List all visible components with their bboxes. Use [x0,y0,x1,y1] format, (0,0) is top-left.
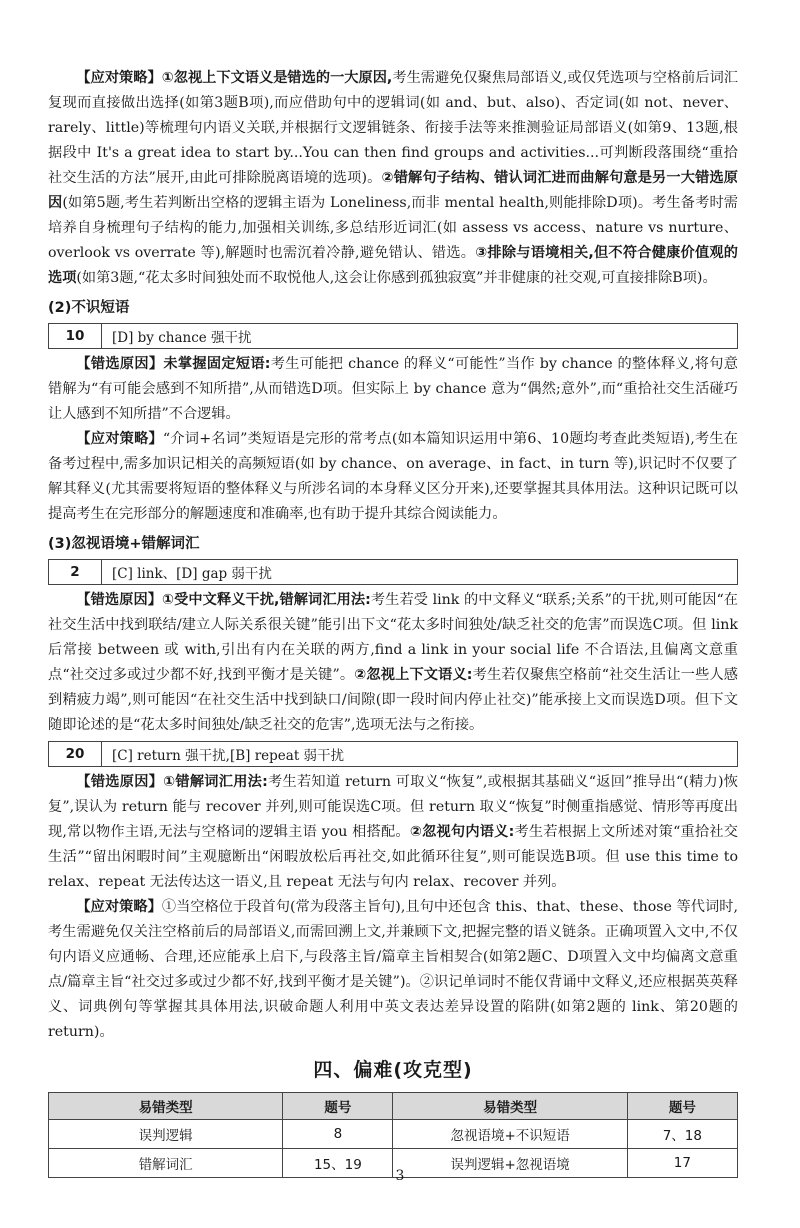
strategy-label: 【应对策略】 [76,70,162,86]
reason-text-2: 考生若仅聚焦空格前“社交生活让一些人感到精疲力竭”,则可能因“在社交生活中找到缺口/间隙(即一段时间内停止社交)”能承接上文而误选D项。但下文随即论述的是“花太多时间独处/缺乏社交的危害”,选项无法与之衔接。 [48,667,738,733]
reason-text: 考生可能把 chance 的释义“可能性”当作 by chance 的整体释义,将句意错解为“有可能会感到不知所措”,从而错选D项。但实际上 by chance 意为“偶然;意外”,而“重拾社交生活碰巧让人感到不知所措”不合逻辑。 [48,356,738,422]
page-number: 3 [395,1168,405,1184]
page-content [48,66,738,1178]
table-row [49,1120,738,1149]
table-cell: 17 [627,1149,737,1178]
question-item-10 [48,323,738,349]
reason-label: 【错选原因】 [76,356,164,372]
strategy-point-3: ③排除与语境相关,但不符合健康价值观的选项 [48,245,738,286]
reason-paragraph [48,770,738,895]
strategy-label: 【应对策略】 [76,899,162,915]
reason-point-2: ②忽视句内语义: [409,824,515,840]
strategy-label: 【应对策略】 [76,431,163,447]
strategy-point-1: ①忽视上下文语义是错选的一大原因, [161,70,393,86]
section-heading-phrases: (2)不识短语 [48,300,130,316]
table-header-row [49,1093,738,1120]
question-distractor: [C] return 强干扰,[B] repeat 弱干扰 [112,748,345,764]
reason-paragraph [48,352,738,427]
table-cell: 忽视语境+不识短语 [393,1120,627,1149]
strategy-paragraph [48,895,738,1045]
strategy-paragraph [48,427,738,527]
reason-point: 未掌握固定短语: [163,356,271,372]
question-distractor: [D] by chance 强干扰 [112,330,252,346]
table-cell: 8 [283,1120,393,1149]
table-cell: 错解词汇 [49,1149,283,1178]
column-header: 易错类型 [393,1093,627,1120]
reason-point-2: ②忽视上下文语义: [354,667,473,683]
column-header: 易错类型 [49,1093,283,1120]
reason-label: 【错选原因】 [76,774,164,790]
strategy-paragraph [48,66,738,291]
error-type-table [48,1092,738,1178]
reason-point-1: ①受中文释义干扰,错解词汇用法: [162,592,371,608]
strategy-text-1: 考生需避免仅聚焦局部语义,或仅凭选项与空格前后词汇复现而直接做出选择(如第3题B项),而应借助句中的逻辑词(如 and、but、also)、否定词(如 not、never、rarely、little)等梳理句内语义关联,并根据行文逻辑链条、衔接手法等来推测验证局部语义(如第9、13题,根据段中 It's a great idea to start by...You can then find groups and activities...可判断段落围绕“重拾社交生活的方法”展开,由此可排除脱离语境的选项)。 [48,70,738,186]
table-cell: 误判逻辑 [49,1120,283,1149]
table-cell: 误判逻辑+忽视语境 [393,1149,627,1178]
strategy-text-2: (如第5题,考生若判断出空格的逻辑主语为 Loneliness,而非 mental health,则能排除D项)。考生备考时需培养自身梳理句子结构的能力,加强相关训练,多总结形近词汇(如 assess vs access、nature vs nurture、overlook vs overrate 等),解题时也需沉着冷静,避免错认、错选。 [48,195,738,261]
table-cell: 7、18 [627,1120,737,1149]
section-heading-context-vocab: (3)忽视语境+错解词汇 [48,536,200,552]
section-title-difficult: 四、偏难(攻克型) [313,1059,473,1081]
column-header: 题号 [283,1093,393,1120]
question-distractor: [C] link、[D] gap 弱干扰 [112,566,272,582]
reason-paragraph [48,588,738,738]
strategy-text: ①当空格位于段首句(常为段落主旨句),且句中还包含 this、that、these、those 等代词时,考生需避免仅关注空格前后的局部语义,而需回溯上文,并兼顾下文,把握完整的语义链条。正确项置入文中,不仅句内语义应通畅、合理,还应能承上启下,与段落主旨/篇章主旨相契合(如第2题C、D项置入文中均偏离文意重点/篇章主旨“社交过多或过少都不好,找到平衡才是关键”)。②识记单词时不能仅背诵中文释义,还应根据英英释义、词典例句等掌握其具体用法,识破命题人利用中英文表达差异设置的陷阱(如第2题的 link、第20题的 return)。 [48,899,738,1040]
strategy-text-3: (如第3题,“花太多时间独处而不取悦他人,这会让你感到孤独寂寞”并非健康的社交观,可直接排除B项)。 [76,270,717,286]
reason-point-1: ①错解词汇用法: [163,774,268,790]
question-number: 20 [49,742,102,766]
question-number: 2 [49,560,102,584]
reason-text-1: 考生若受 link 的中文释义“联系;关系”的干扰,则可能因“在社交生活中找到联结/建立人际关系很关键”能引出下文“花太多时间独处/缺乏社交的危害”而误选C项。但 link 后常接 between 或 with,引出有内在关联的两方,find a link in your social life 不合语法,且偏离文意重点“社交过多或过少都不好,找到平衡才是关键”。 [48,592,738,683]
reason-label: 【错选原因】 [76,592,163,608]
reason-text-2: 考生若根据上文所述对策“重拾社交生活”“留出闲暇时间”主观臆断出“闲暇放松后再社交,如此循环往复”,则可能误选B项。但 use this time to relax、repeat 无法传达这一语义,且 repeat 无法与句内 relax、recover 并列。 [48,824,738,890]
reason-text-1: 考生若知道 return 可取义“恢复”,或根据其基础义“返回”推导出“(精力)恢复”,误认为 return 能与 recover 并列,则可能误选C项。但 return 取义“恢复”时侧重指感觉、情形等再度出现,常以物作主语,无法与空格词的逻辑主语 you 相搭配。 [48,774,738,840]
strategy-text: “介词+名词”类短语是完形的常考点(如本篇知识运用中第6、10题均考查此类短语),考生在备考过程中,需多加识记相关的高频短语(如 by chance、on average、in fact、in turn 等),识记时不仅要了解其释义(尤其需要将短语的整体释义与所涉名词的本身释义区分开来),还要掌握其具体用法。这种识记既可以提高考生在完形部分的解题速度和准确率,也有助于提升其综合阅读能力。 [48,431,738,522]
column-header: 题号 [627,1093,737,1120]
table-cell: 15、19 [283,1149,393,1178]
question-item-2 [48,559,738,585]
question-number: 10 [49,324,102,348]
strategy-point-2: ②错解句子结构、错认词汇进而曲解句意是另一大错选原因 [48,170,738,211]
question-item-20 [48,741,738,767]
